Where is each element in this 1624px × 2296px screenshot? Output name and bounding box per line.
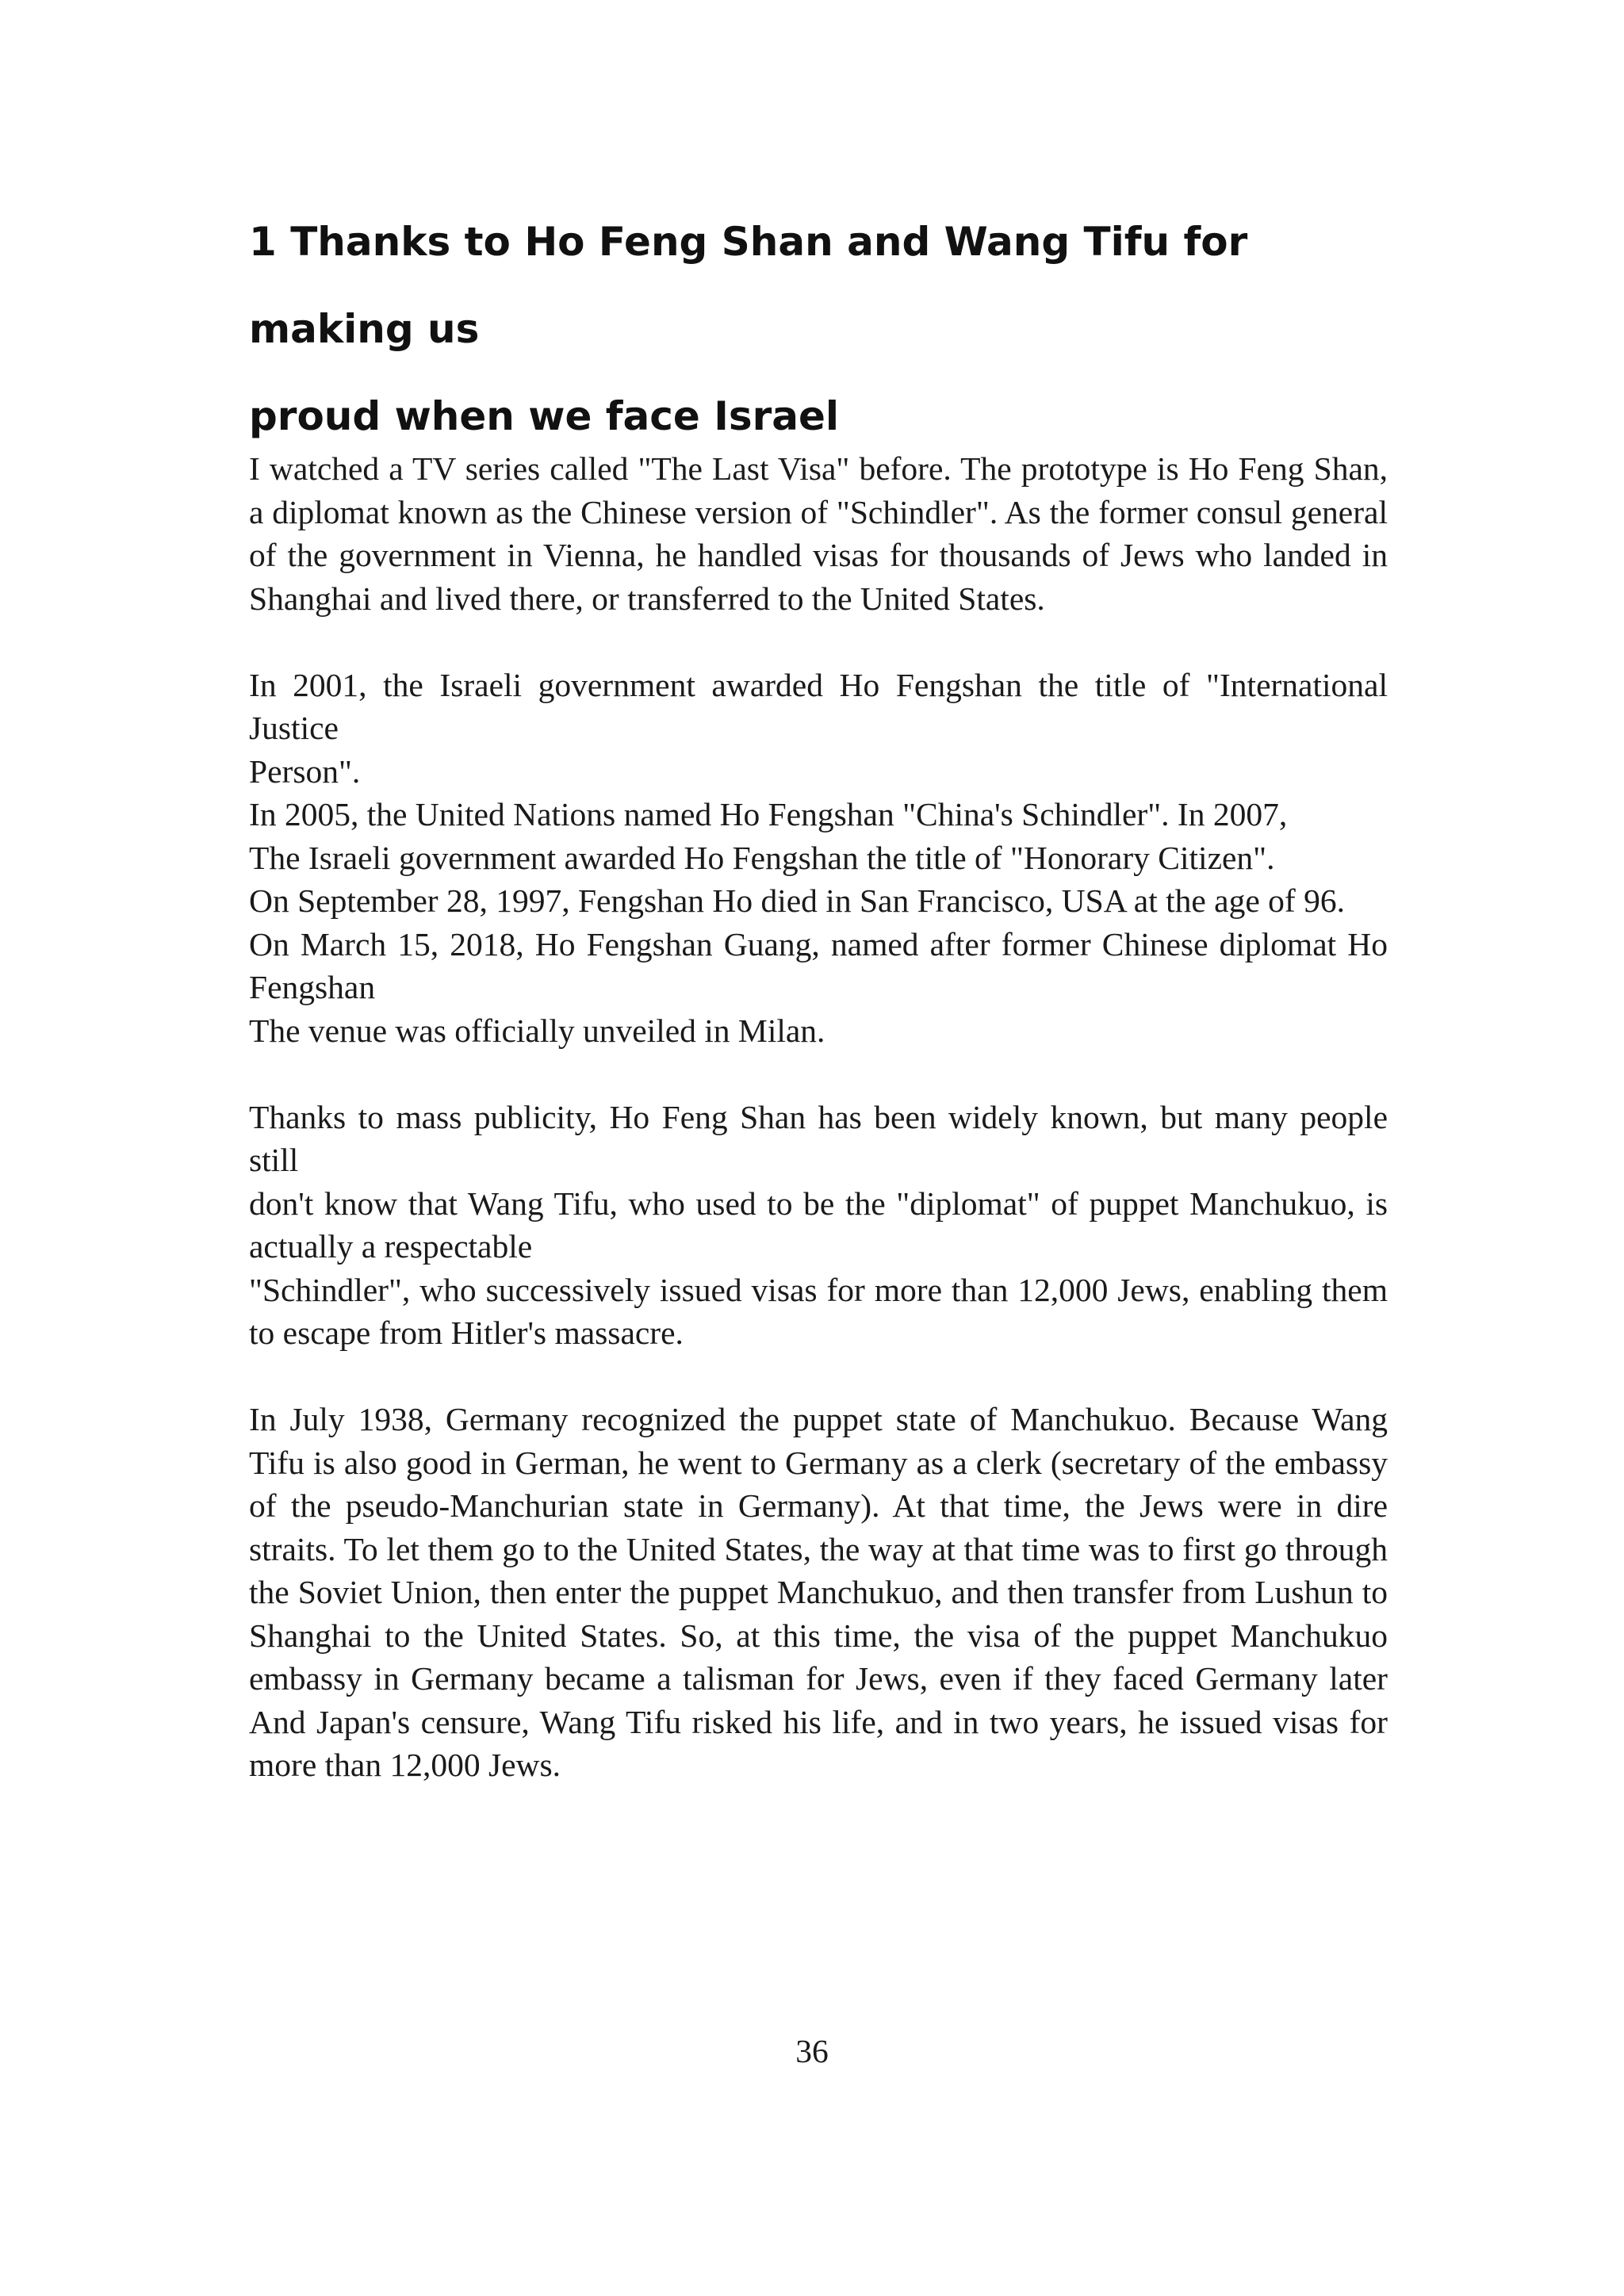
paragraph-last-visa: I watched a TV series called "The Last Visa" before. The prototype is Ho Feng Shan, a diplomat known as the Chinese version of "Schindler". As the former consul general of the government in Vienna, he handled visas for thousands of Jews who landed in Shanghai and lived there, or transferred to the United States. <box>249 450 1388 617</box>
paragraph-line: The Israeli government awarded Ho Fengshan the title of "Honorary Citizen". <box>249 839 1275 876</box>
paragraph-manchukuo-visas: In July 1938, Germany recognized the puppet state of Manchukuo. Because Wang Tifu is also good in German, he went to Germany as a clerk (secretary of the embassy of the pseudo-Manchurian state in Germany). At that time, the Jews were in dire straits. To let them go to the United States, the way at that time was to first go through the Soviet Union, then enter the puppet Manchukuo, and then transfer from Lushun to Shanghai to the United States. So, at this time, the visa of the puppet Manchukuo embassy in Germany became a talisman for Jews, even if they faced Germany later And Japan's censure, Wang Tifu risked his life, and in two years, he issued visas for more than 12,000 Jews. <box>249 1401 1388 1783</box>
paragraph-line: Thanks to mass publicity, Ho Feng Shan has been widely known, but many people still <box>249 1098 1388 1178</box>
paragraph-line: Fengshan <box>249 969 376 1005</box>
paragraph-wang-tifu-intro <box>249 1096 1388 1355</box>
paragraph-line: to escape from Hitler's massacre. <box>249 1314 684 1351</box>
paragraph-line: "Schindler", who successively issued visas for more than 12,000 Jews, enabling them <box>249 1271 1388 1308</box>
paragraph-line: In 2001, the Israeli government awarded Ho Fengshan the title of "International Justice <box>249 666 1388 746</box>
paragraph-line: don't know that Wang Tifu, who used to be the "diplomat" of puppet Manchukuo, is <box>249 1184 1388 1222</box>
paragraph-line: The venue was officially unveiled in Milan. <box>249 1012 825 1049</box>
heading-line: proud when we face Israel <box>249 393 840 439</box>
paragraph-awards <box>249 664 1388 1053</box>
paragraph-line: On September 28, 1997, Fengshan Ho died in San Francisco, USA at the age of 96. <box>249 882 1345 919</box>
section-heading <box>249 198 1399 460</box>
heading-line: 1 Thanks to Ho Feng Shan and Wang Tifu for making us <box>249 219 1248 352</box>
paragraph-line: In 2005, the United Nations named Ho Fengshan "China's Schindler". In 2007, <box>249 796 1288 832</box>
page-number: 36 <box>795 2033 829 2069</box>
body-text <box>249 447 1388 1830</box>
paragraph-line: Person". <box>249 752 361 790</box>
paragraph-line: On March 15, 2018, Ho Fengshan Guang, named after former Chinese diplomat Ho <box>249 925 1388 962</box>
paragraph-line: actually a respectable <box>249 1228 533 1265</box>
